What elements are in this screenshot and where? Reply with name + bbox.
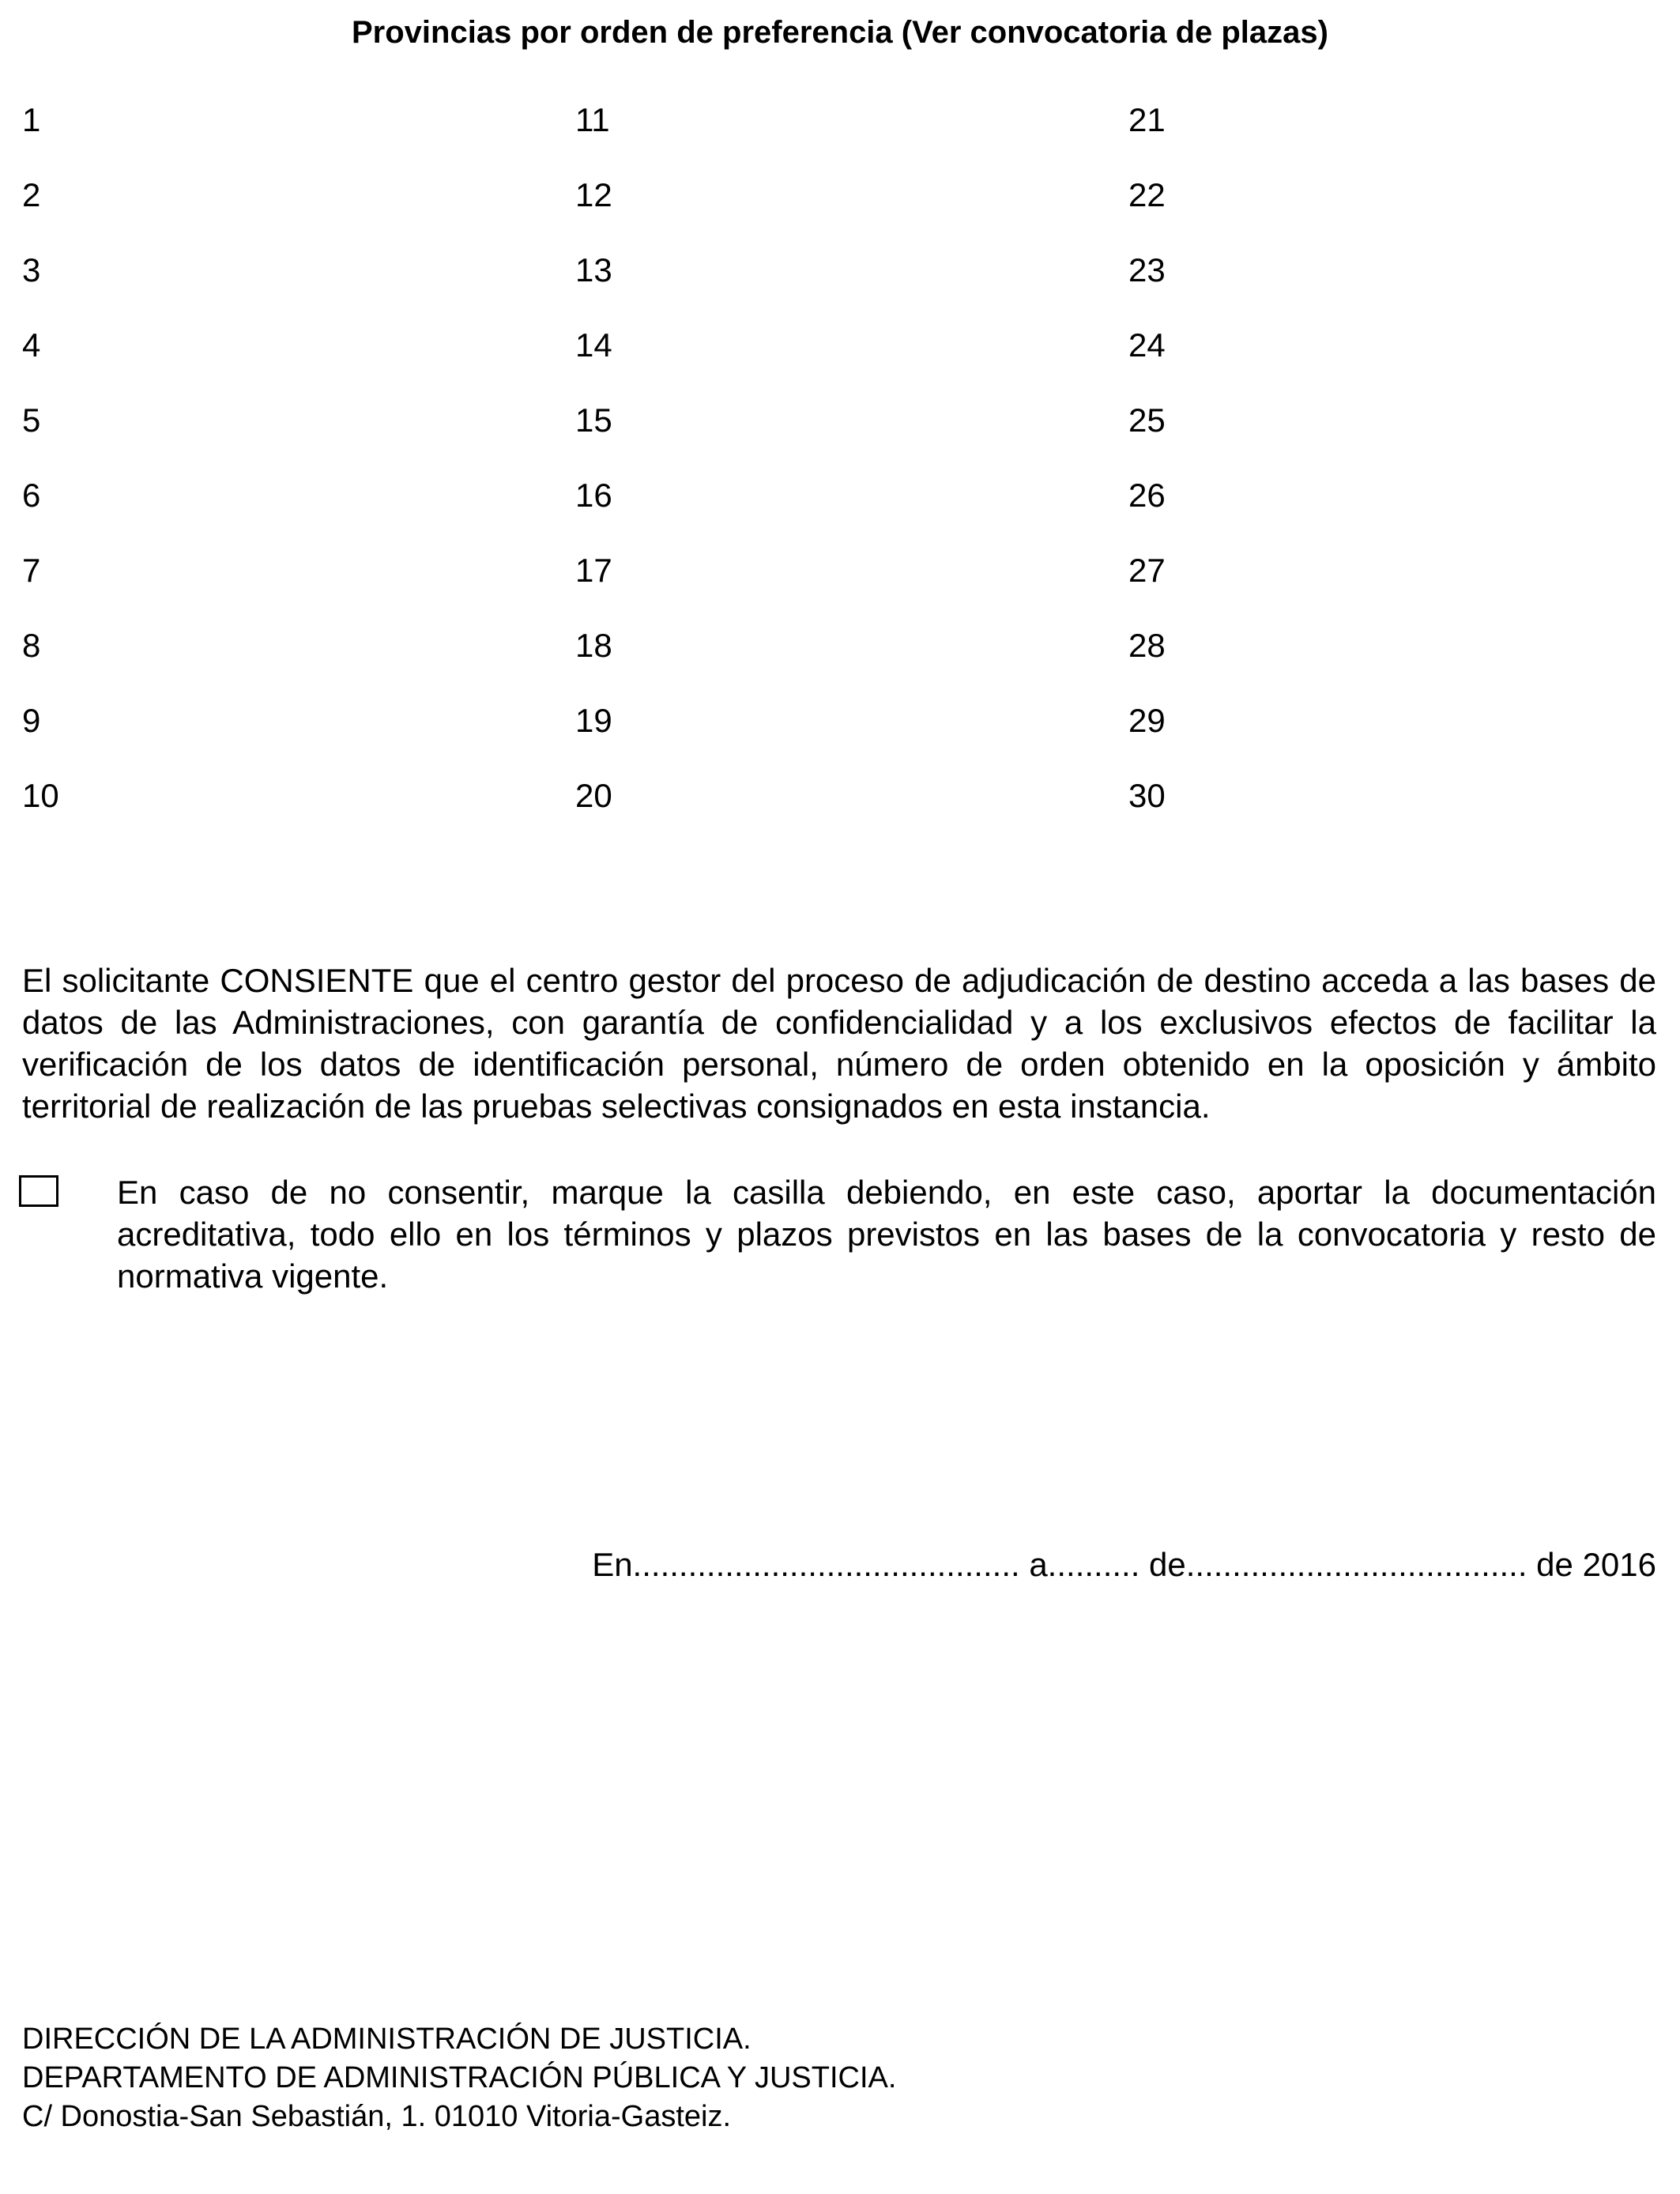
preference-slot[interactable]: 6 xyxy=(22,477,41,514)
footer-line-direction: DIRECCIÓN DE LA ADMINISTRACIÓN DE JUSTICIA. xyxy=(22,2022,751,2056)
footer-address xyxy=(22,2020,896,2136)
preference-slot[interactable]: 23 xyxy=(1128,251,1166,288)
preference-slot[interactable]: 9 xyxy=(22,702,41,739)
preference-slot[interactable]: 4 xyxy=(22,326,41,364)
preference-slot[interactable]: 3 xyxy=(22,251,41,288)
preference-slot[interactable]: 20 xyxy=(575,777,612,814)
preference-slot[interactable]: 2 xyxy=(22,176,41,213)
preference-column-3 xyxy=(1128,98,1166,849)
preference-column-1 xyxy=(22,98,59,849)
no-consent-paragraph: En caso de no consentir, marque la casilla debiendo, en este caso, aportar la documentación acreditativa, todo ello en los términos y plazos previstos en las bases de la convocatoria y resto de normativa vigente. xyxy=(117,1174,1656,1295)
preference-slot[interactable]: 22 xyxy=(1128,176,1166,213)
preference-slot[interactable]: 16 xyxy=(575,477,612,514)
preference-slot[interactable]: 24 xyxy=(1128,326,1166,364)
preference-slot[interactable]: 7 xyxy=(22,552,41,589)
preference-slot[interactable]: 15 xyxy=(575,401,612,439)
preference-slot[interactable]: 30 xyxy=(1128,777,1166,814)
preference-slot[interactable]: 28 xyxy=(1128,627,1166,664)
preference-slot[interactable]: 8 xyxy=(22,627,41,664)
preference-slot[interactable]: 27 xyxy=(1128,552,1166,589)
preference-slot[interactable]: 18 xyxy=(575,627,612,664)
preference-slot[interactable]: 19 xyxy=(575,702,612,739)
consent-paragraph: El solicitante CONSIENTE que el centro gestor del proceso de adjudicación de destino acceda a las bases de datos de las Administraciones, con garantía de confidencialidad y a los exclusivos efectos de facilitar la verificación de los datos de identificación personal, número de orden obtenido en la oposición y ámbito territorial de realización de las pruebas selectivas consignados en esta instancia. xyxy=(22,962,1656,1125)
preference-slot[interactable]: 17 xyxy=(575,552,612,589)
preference-slot[interactable]: 26 xyxy=(1128,477,1166,514)
footer-line-department: DEPARTAMENTO DE ADMINISTRACIÓN PÚBLICA Y JUSTICIA. xyxy=(22,2061,897,2094)
preference-slot[interactable]: 29 xyxy=(1128,702,1166,739)
preference-slot[interactable]: 25 xyxy=(1128,401,1166,439)
preference-slot[interactable]: 12 xyxy=(575,176,612,213)
preference-slot[interactable]: 10 xyxy=(22,777,59,814)
preference-slot[interactable]: 1 xyxy=(22,101,41,138)
footer-line-address: C/ Donostia-San Sebastián, 1. 01010 Vitoria-Gasteiz. xyxy=(22,2100,732,2133)
no-consent-checkbox[interactable] xyxy=(19,1175,58,1207)
preference-slot[interactable]: 13 xyxy=(575,251,612,288)
preference-slot[interactable]: 5 xyxy=(22,401,41,439)
preference-column-2 xyxy=(575,98,612,849)
preference-slot[interactable]: 21 xyxy=(1128,101,1166,138)
preference-slot[interactable]: 11 xyxy=(575,101,610,138)
preference-slot[interactable]: 14 xyxy=(575,326,612,364)
place-date-line: En.......................................... a.......... de..................................... de 2016 xyxy=(592,1546,1656,1583)
page-title: Provincias por orden de preferencia (Ver convocatoria de plazas) xyxy=(352,15,1328,50)
